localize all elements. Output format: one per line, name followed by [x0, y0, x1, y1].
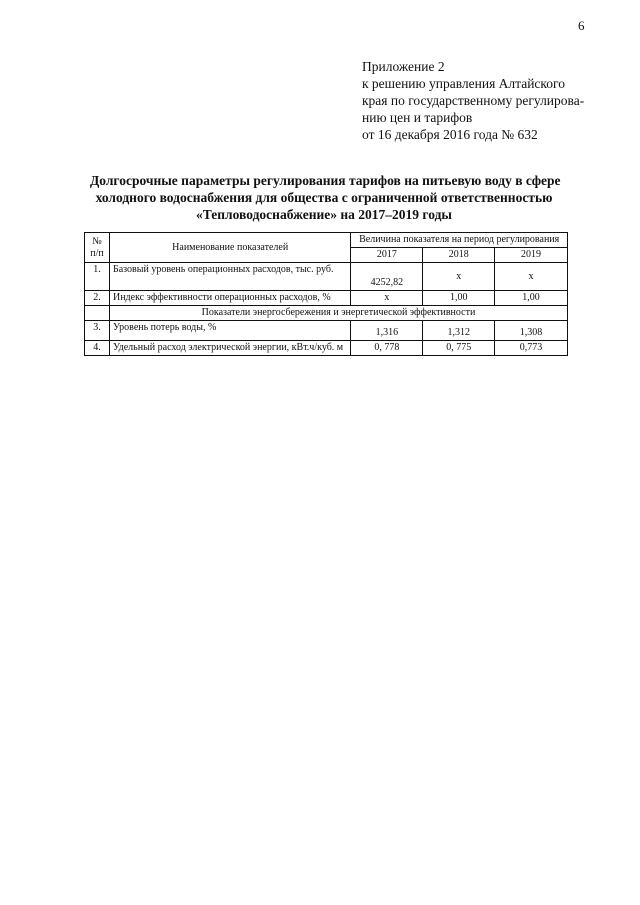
appendix-line: от 16 декабря 2016 года № 632 — [362, 127, 538, 142]
row-value: х — [495, 263, 568, 291]
row-num: 1. — [85, 263, 110, 291]
row-name: Индекс эффективности операционных расходов, % — [109, 291, 350, 306]
appendix-line: к решению управления Алтайского — [362, 76, 565, 91]
table-row — [85, 291, 568, 306]
header-name-cell: Наименование показателей — [109, 233, 350, 263]
row-num: 4. — [85, 341, 110, 356]
parameters-table — [84, 232, 568, 356]
row-value: 4252,82 — [351, 263, 423, 291]
row-value: 0, 775 — [423, 341, 495, 356]
row-name: Уровень потерь воды, % — [109, 321, 350, 341]
title-line: Долгосрочные параметры регулирования тарифов на питьевую воду в сфере — [90, 173, 561, 188]
title-line: холодного водоснабжения для общества с ограниченной ответственностью — [95, 190, 553, 205]
row-value: х — [423, 263, 495, 291]
row-value: 1,00 — [423, 291, 495, 306]
header-period-cell: Величина показателя на период регулирования — [351, 233, 568, 248]
section-row — [85, 306, 568, 321]
table-row — [85, 341, 568, 356]
table-row — [85, 263, 568, 291]
page-number: 6 — [578, 18, 585, 33]
table-row — [85, 321, 568, 341]
appendix-block — [362, 58, 612, 143]
document-title — [90, 172, 561, 223]
appendix-line: нию цен и тарифов — [362, 110, 473, 125]
row-value: 1,00 — [495, 291, 568, 306]
header-num-sign: № — [92, 235, 102, 247]
section-heading: Показатели энергосбережения и энергетической эффективности — [109, 306, 567, 321]
appendix-line: Приложение 2 — [362, 59, 445, 74]
header-num-label: п/п — [90, 247, 104, 259]
row-num: 2. — [85, 291, 110, 306]
row-num: 3. — [85, 321, 110, 341]
header-num-cell — [85, 233, 110, 263]
header-year-cell: 2018 — [423, 248, 495, 263]
row-name: Удельный расход электрической энергии, кВт.ч/куб. м — [109, 341, 350, 356]
row-name: Базовый уровень операционных расходов, тыс. руб. — [109, 263, 350, 291]
row-value: 1,316 — [351, 321, 423, 341]
row-value: х — [351, 291, 423, 306]
section-spacer — [85, 306, 110, 321]
row-value: 0,773 — [495, 341, 568, 356]
row-value: 1,308 — [495, 321, 568, 341]
row-value: 1,312 — [423, 321, 495, 341]
table-header-row — [85, 233, 568, 248]
header-year-cell: 2019 — [495, 248, 568, 263]
row-value: 0, 778 — [351, 341, 423, 356]
header-year-cell: 2017 — [351, 248, 423, 263]
title-line: «Тепловодоснабжение» на 2017–2019 годы — [196, 207, 452, 222]
appendix-line: края по государственному регулирова- — [362, 93, 585, 108]
